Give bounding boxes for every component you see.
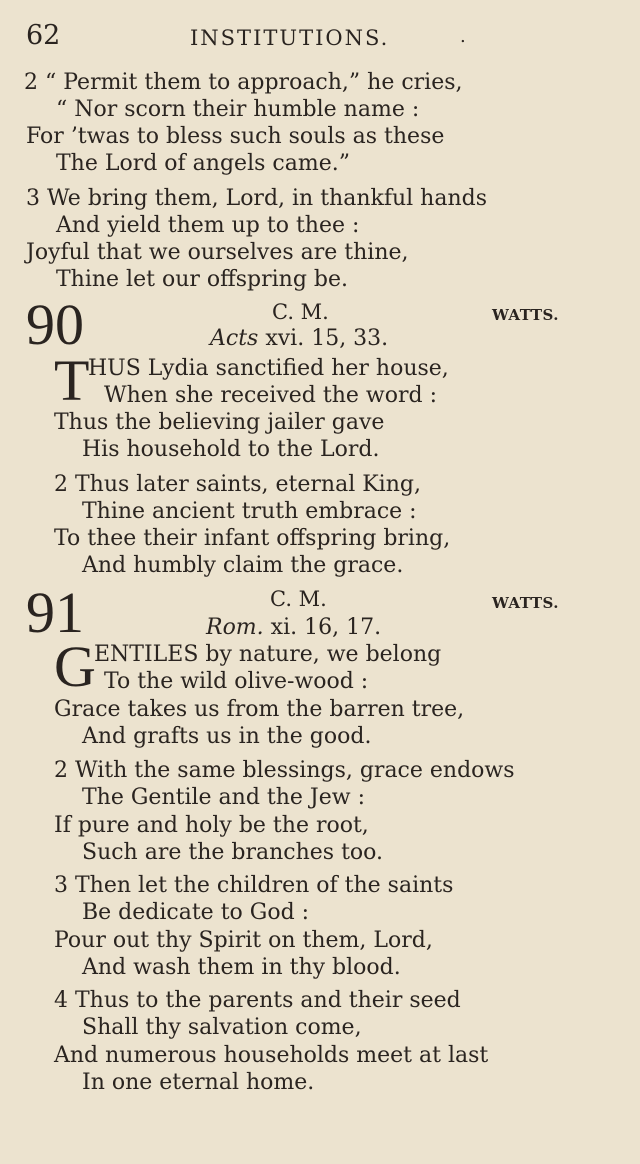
ref-book: Rom. [206, 615, 264, 640]
verse-line: Such are the branches too. [82, 840, 384, 865]
verse-line: “ Nor scorn their humble name : [56, 97, 420, 122]
verse-line: His household to the Lord. [82, 437, 380, 462]
verse-line: Joyful that we ourselves are thine, [26, 240, 409, 265]
verse-line: 2 “ Permit them to approach,” he cries, [24, 70, 463, 95]
hymn-meter: C. M. [270, 587, 327, 611]
verse-line: Thus the believing jailer gave [54, 410, 385, 435]
hymn-number: 90 [26, 292, 84, 357]
verse-line: Thine let our offspring be. [56, 267, 349, 292]
verse-line: The Lord of angels came.” [56, 151, 350, 176]
hymn-author: WATTS. [492, 594, 560, 612]
verse-line: 4 Thus to the parents and their seed [54, 988, 461, 1013]
hymn-meter: C. M. [272, 300, 329, 324]
verse-line: And numerous households meet at last [54, 1043, 489, 1068]
verse-line: To the wild olive-wood : [104, 669, 369, 694]
verse-line: 2 With the same blessings, grace endows [54, 758, 515, 783]
verse-line: HUS Lydia sanctified her house, [88, 356, 449, 381]
scripture-reference [206, 615, 381, 640]
verse-line: And yield them up to thee : [56, 213, 360, 238]
verse-line: 3 We bring them, Lord, in thankful hands [26, 186, 488, 211]
header-mark: . [460, 26, 466, 47]
verse-line: Pour out thy Spirit on them, Lord, [54, 928, 433, 953]
verse-line: 3 Then let the children of the saints [54, 873, 454, 898]
verse-line: Shall thy salvation come, [82, 1015, 362, 1040]
ref-chapter-verse: xi. 16, 17. [263, 615, 382, 640]
ref-book: Acts [210, 326, 259, 351]
drop-cap: T [54, 348, 90, 413]
verse-line: ENTILES by nature, we belong [94, 642, 442, 667]
verse-line: Be dedicate to God : [82, 900, 310, 925]
verse-line: If pure and holy be the root, [54, 813, 369, 838]
running-title: INSTITUTIONS. [190, 26, 390, 50]
ref-chapter-verse: xvi. 15, 33. [258, 326, 389, 351]
verse-line: For ’twas to bless such souls as these [26, 124, 445, 149]
verse-line: And grafts us in the good. [82, 724, 372, 749]
verse-line: Grace takes us from the barren tree, [54, 697, 465, 722]
verse-line: And humbly claim the grace. [82, 553, 404, 578]
hymn-author: WATTS. [492, 306, 560, 324]
verse-line: 2 Thus later saints, eternal King, [54, 472, 421, 497]
verse-line: In one eternal home. [82, 1070, 315, 1095]
scripture-reference [210, 326, 388, 351]
verse-line: Thine ancient truth embrace : [82, 499, 417, 524]
hymn-number: 91 [26, 580, 84, 645]
verse-line: And wash them in thy blood. [82, 955, 401, 980]
drop-cap: G [54, 634, 96, 699]
page-number: 62 [26, 20, 61, 51]
verse-line: The Gentile and the Jew : [82, 785, 366, 810]
verse-line: When she received the word : [104, 383, 437, 408]
verse-line: To thee their infant offspring bring, [54, 526, 451, 551]
